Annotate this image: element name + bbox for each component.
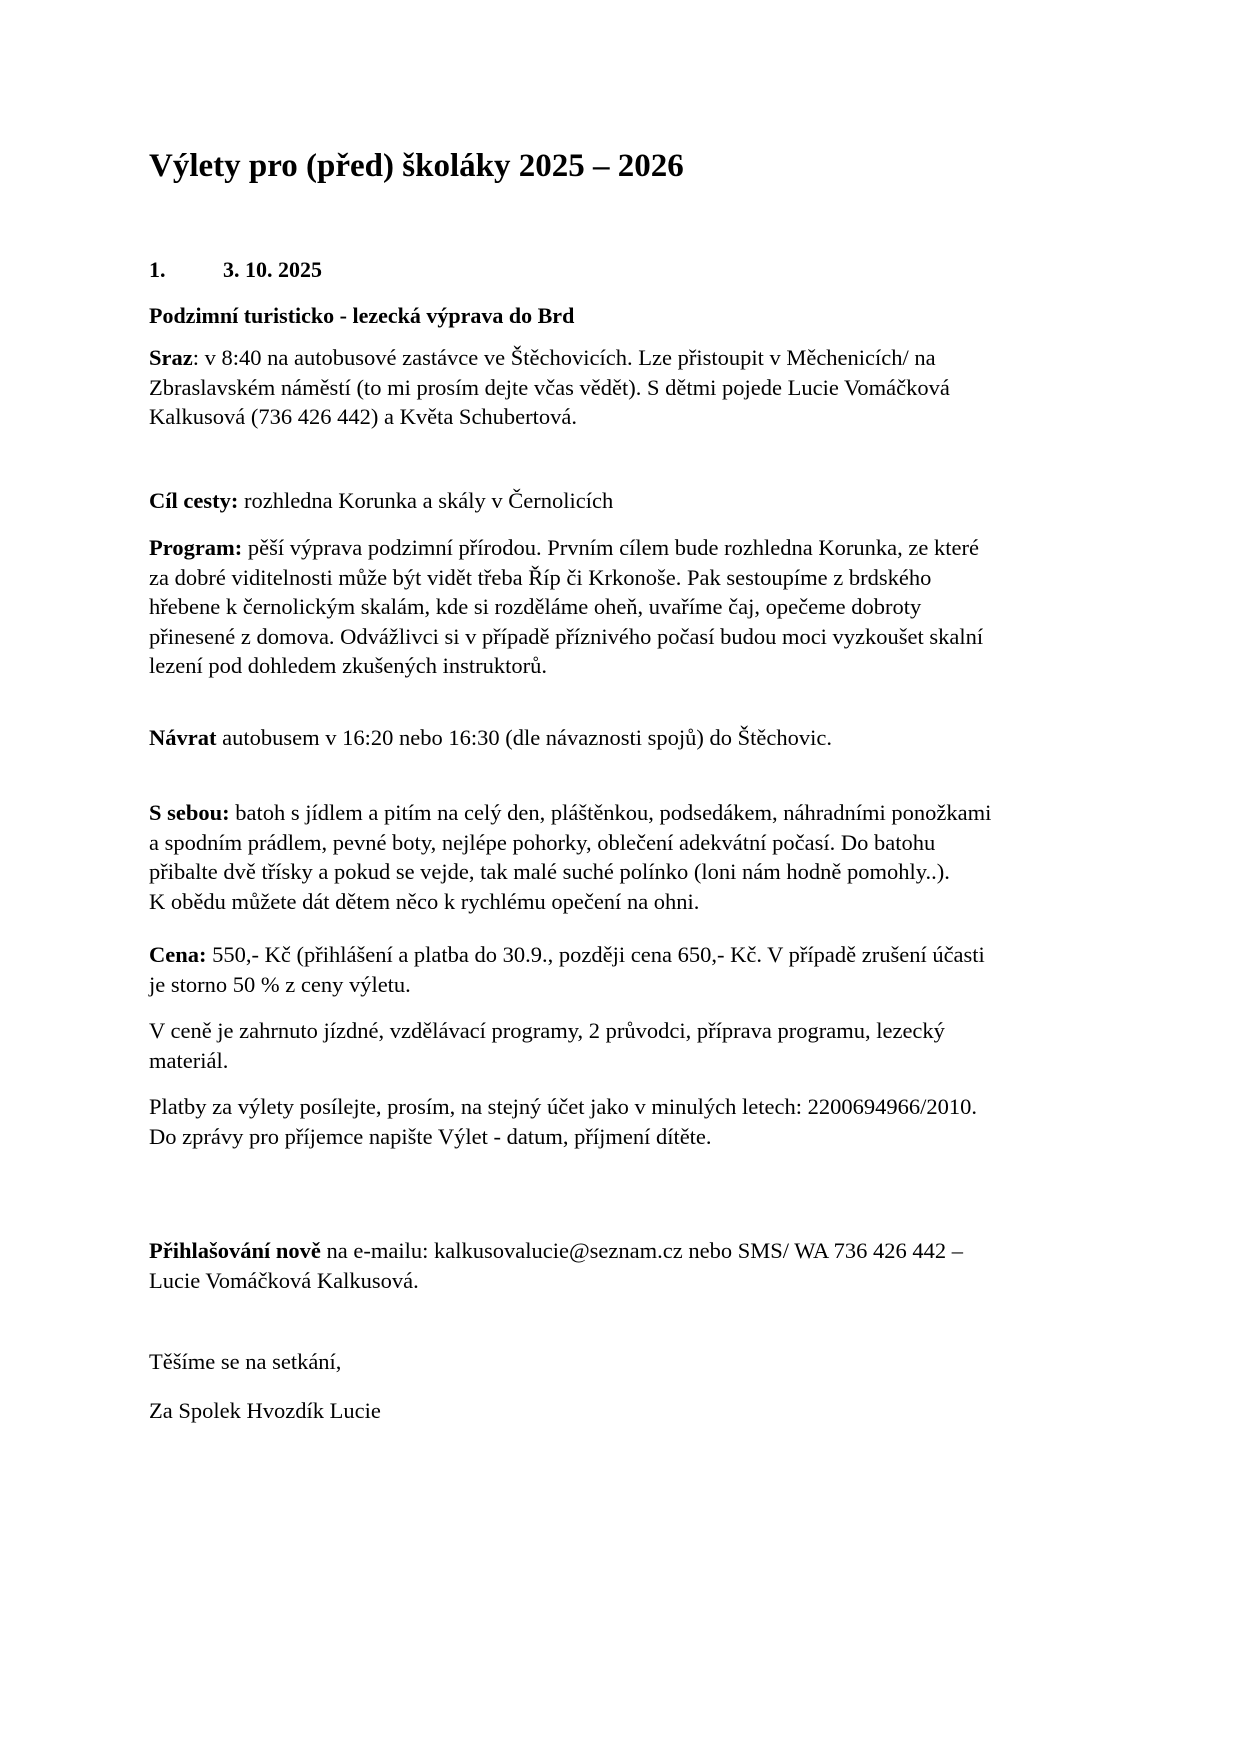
sebou-line: přibalte dvě třísky a pokud se vejde, tak malé suché polínko (loni nám hodně pomohly..). [149,859,950,885]
navrat-paragraph [149,723,832,753]
sebou-line: K obědu můžete dát dětem něco k rychlému opečení na ohni. [149,888,700,914]
sraz-line: Kalkusová (736 426 442) a Květa Schubertová. [149,404,578,430]
sebou-line: a spodním prádlem, pevné boty, nejlépe pohorky, oblečení adekvátní počasí. Do batohu [149,829,936,855]
sebou-label: S sebou: [149,800,230,825]
trip-number: 1. [149,257,166,282]
sraz-line: : v 8:40 na autobusové zastávce ve Štěchovicích. Lze přistoupit v Měchenicích/ na [192,345,936,370]
cil-text: rozhledna Korunka a skály v Černolicích [238,488,614,513]
trip-heading [149,257,322,283]
trip-name: Podzimní turisticko - lezecká výprava do Brd [149,303,575,328]
sebou-paragraph [149,798,991,916]
prihlasovani-line: Lucie Vomáčková Kalkusová. [149,1267,419,1293]
navrat-text: autobusem v 16:20 nebo 16:30 (dle návaznosti spojů) do Štěchovic. [216,725,833,750]
program-line: pěší výprava podzimní přírodou. Prvním cílem bude rozhledna Korunka, ze které [242,535,979,560]
v-cene-paragraph [149,1016,945,1075]
closing-text [149,1347,341,1377]
prihlasovani-line: na e-mailu: kalkusovalucie@seznam.cz nebo SMS/ WA 736 426 442 – [320,1238,963,1263]
sraz-line: Zbraslavském náměstí (to mi prosím dejte včas vědět). S dětmi pojede Lucie Vomáčková [149,374,950,400]
sebou-line: batoh s jídlem a pitím na celý den, pláštěnkou, podsedákem, náhradními ponožkami [229,800,992,825]
cena-paragraph [149,940,985,999]
cena-label: Cena: [149,942,207,967]
v-cene-line: V ceně je zahrnuto jízdné, vzdělávací programy, 2 průvodci, příprava programu, lezecký [149,1018,945,1043]
program-line: přinesené z domova. Odvážlivci si v případě příznivého počasí budou moci vyzkoušet skalní [149,623,984,649]
cena-line: 550,- Kč (přihlášení a platba do 30.9., později cena 650,- Kč. V případě zrušení účasti [206,942,985,967]
cena-line: je storno 50 % z ceny výletu. [149,971,411,997]
program-line: za dobré viditelnosti může být vidět třeba Říp či Krkonoše. Pak sestoupíme z brdského [149,564,932,590]
sraz-paragraph [149,343,950,432]
signature-text [149,1396,381,1426]
document-title: Výlety pro (před) školáky 2025 – 2026 [149,148,684,184]
program-label: Program: [149,535,243,560]
cil-paragraph [149,486,613,516]
cil-label: Cíl cesty: [149,488,239,513]
v-cene-line: materiál. [149,1047,229,1073]
navrat-label: Návrat [149,725,217,750]
prihlasovani-paragraph [149,1236,963,1295]
trip-date: 3. 10. 2025 [223,257,322,282]
program-line: lezení pod dohledem zkušených instruktorů. [149,653,548,679]
platby-line: Platby za výlety posílejte, prosím, na stejný účet jako v minulých letech: 2200694966/2010. [149,1094,977,1119]
program-paragraph [149,533,983,681]
closing-line: Těšíme se na setkání, [149,1349,342,1374]
prihlasovani-label: Přihlašování nově [149,1238,321,1263]
sraz-label: Sraz [149,345,193,370]
signature-line: Za Spolek Hvozdík Lucie [149,1398,381,1423]
program-line: hřebene k černolickým skalám, kde si rozděláme oheň, uvaříme čaj, opečeme dobroty [149,594,922,620]
platby-line: Do zprávy pro příjemce napište Výlet - datum, příjmení dítěte. [149,1123,712,1149]
platby-paragraph [149,1092,977,1151]
